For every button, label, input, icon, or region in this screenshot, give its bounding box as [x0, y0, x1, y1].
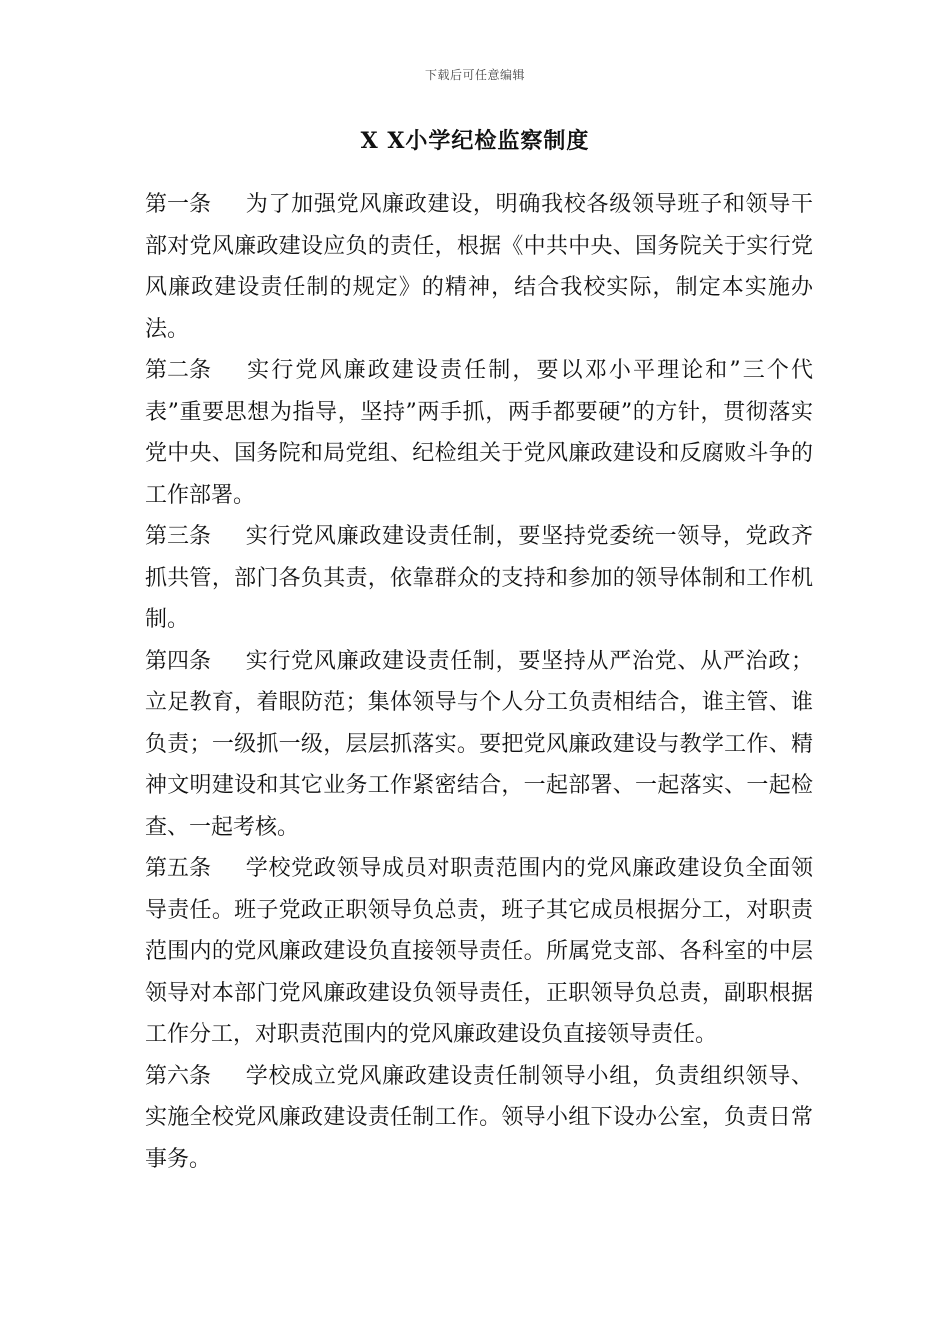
article-5	[145, 848, 813, 1056]
article-number: 第六条	[145, 1063, 212, 1089]
article-text: 学校党政领导成员对职责范围内的党风廉政建设负全面领导责任。班子党政正职领导负总责，班子其它成员根据分工，对职责范围内的党风廉政建设负直接领导责任。所属党支部、各科室的中层领导对本部门党风廉政建设负领导责任，正职领导负总责，副职根据工作分工，对职责范围内的党风廉政建设负直接领导责任。	[145, 856, 813, 1047]
article-2	[145, 350, 813, 516]
article-4	[145, 641, 813, 849]
article-1	[145, 184, 813, 350]
header-note: 下载后可任意编辑	[424, 68, 525, 82]
article-number: 第三条	[145, 524, 212, 549]
article-text: 实行党风廉政建设责任制，要以邓小平理论和”三个代表”重要思想为指导，坚持”两手抓，两手都要硬”的方针，贯彻落实党中央、国务院和局党组、纪检组关于党风廉政建设和反腐败斗争的工作部署。	[145, 358, 813, 508]
article-number: 第四条	[145, 648, 212, 674]
document-body	[145, 184, 813, 1180]
article-text: 学校成立党风廉政建设责任制领导小组，负责组织领导、实施全校党风廉政建设责任制工作。领导小组下设办公室，负责日常事务。	[145, 1063, 813, 1172]
article-3	[145, 516, 813, 641]
article-text: 实行党风廉政建设责任制，要坚持从严治党、从严治政；立足教育，着眼防范；集体领导与个人分工负责相结合，谁主管、谁负责；一级抓一级，层层抓落实。要把党风廉政建设与教学工作、精神文明建设和其它业务工作紧密结合，一起部署、一起落实、一起检查、一起考核。	[145, 648, 813, 840]
document-title: X X小学纪检监察制度	[360, 128, 590, 154]
article-number: 第一条	[145, 192, 212, 217]
article-number: 第五条	[145, 856, 212, 881]
article-6	[145, 1056, 813, 1181]
article-number: 第二条	[145, 358, 212, 383]
article-text: 为了加强党风廉政建设，明确我校各级领导班子和领导干部对党风廉政建设应负的责任，根据《中共中央、国务院关于实行党风廉政建设责任制的规定》的精神，结合我校实际，制定本实施办法。	[145, 192, 813, 342]
article-text: 实行党风廉政建设责任制，要坚持党委统一领导，党政齐抓共管，部门各负其责，依靠群众的支持和参加的领导体制和工作机制。	[145, 524, 813, 632]
